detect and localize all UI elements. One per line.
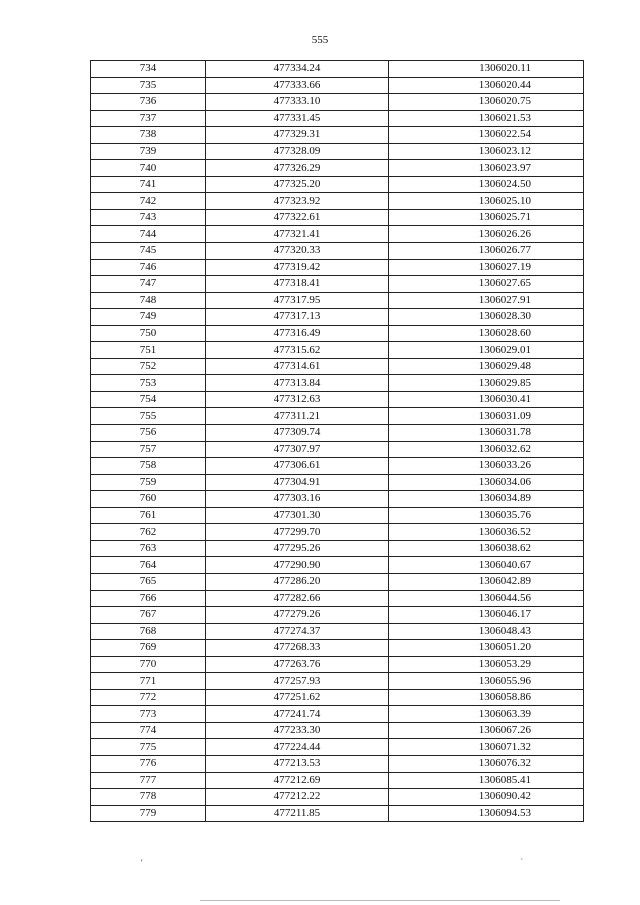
- y-coordinate-cell: 1306026.26: [389, 226, 584, 243]
- table-row: [91, 441, 584, 458]
- table-row: [91, 110, 584, 127]
- point-number-cell: 773: [91, 706, 206, 723]
- point-number-cell: 779: [91, 805, 206, 822]
- point-number-cell: 765: [91, 573, 206, 590]
- table-row: [91, 94, 584, 111]
- table-row: [91, 425, 584, 442]
- table-row: [91, 474, 584, 491]
- table-row: [91, 772, 584, 789]
- point-number-cell: 757: [91, 441, 206, 458]
- y-coordinate-cell: 1306063.39: [389, 706, 584, 723]
- y-coordinate-cell: 1306031.09: [389, 408, 584, 425]
- x-coordinate-cell: 477303.16: [206, 491, 389, 508]
- footer-mark-left: ‘: [140, 858, 144, 869]
- table-body: [91, 61, 584, 822]
- point-number-cell: 761: [91, 507, 206, 524]
- table-row: [91, 160, 584, 177]
- y-coordinate-cell: 1306090.42: [389, 789, 584, 806]
- table-row: [91, 789, 584, 806]
- table-row: [91, 491, 584, 508]
- y-coordinate-cell: 1306026.77: [389, 243, 584, 260]
- y-coordinate-cell: 1306028.60: [389, 325, 584, 342]
- point-number-cell: 753: [91, 375, 206, 392]
- x-coordinate-cell: 477325.20: [206, 176, 389, 193]
- point-number-cell: 755: [91, 408, 206, 425]
- y-coordinate-cell: 1306034.89: [389, 491, 584, 508]
- y-coordinate-cell: 1306032.62: [389, 441, 584, 458]
- x-coordinate-cell: 477282.66: [206, 590, 389, 607]
- point-number-cell: 767: [91, 607, 206, 624]
- y-coordinate-cell: 1306025.10: [389, 193, 584, 210]
- point-number-cell: 754: [91, 391, 206, 408]
- x-coordinate-cell: 477295.26: [206, 540, 389, 557]
- y-coordinate-cell: 1306085.41: [389, 772, 584, 789]
- x-coordinate-cell: 477290.90: [206, 557, 389, 574]
- y-coordinate-cell: 1306042.89: [389, 573, 584, 590]
- point-number-cell: 758: [91, 458, 206, 475]
- x-coordinate-cell: 477241.74: [206, 706, 389, 723]
- table-row: [91, 689, 584, 706]
- point-number-cell: 749: [91, 309, 206, 326]
- point-number-cell: 736: [91, 94, 206, 111]
- x-coordinate-cell: 477334.24: [206, 61, 389, 78]
- table-row: [91, 458, 584, 475]
- point-number-cell: 752: [91, 358, 206, 375]
- x-coordinate-cell: 477321.41: [206, 226, 389, 243]
- point-number-cell: 738: [91, 127, 206, 144]
- x-coordinate-cell: 477299.70: [206, 524, 389, 541]
- y-coordinate-cell: 1306027.91: [389, 292, 584, 309]
- x-coordinate-cell: 477333.10: [206, 94, 389, 111]
- y-coordinate-cell: 1306036.52: [389, 524, 584, 541]
- y-coordinate-cell: 1306035.76: [389, 507, 584, 524]
- y-coordinate-cell: 1306058.86: [389, 689, 584, 706]
- y-coordinate-cell: 1306020.44: [389, 77, 584, 94]
- y-coordinate-cell: 1306028.30: [389, 309, 584, 326]
- x-coordinate-cell: 477333.66: [206, 77, 389, 94]
- x-coordinate-cell: 477211.85: [206, 805, 389, 822]
- point-number-cell: 751: [91, 342, 206, 359]
- point-number-cell: 763: [91, 540, 206, 557]
- y-coordinate-cell: 1306023.12: [389, 143, 584, 160]
- table-row: [91, 375, 584, 392]
- table-row: [91, 573, 584, 590]
- table-row: [91, 143, 584, 160]
- y-coordinate-cell: 1306040.67: [389, 557, 584, 574]
- y-coordinate-cell: 1306033.26: [389, 458, 584, 475]
- table-row: [91, 722, 584, 739]
- x-coordinate-cell: 477286.20: [206, 573, 389, 590]
- table-row: [91, 755, 584, 772]
- y-coordinate-cell: 1306029.48: [389, 358, 584, 375]
- x-coordinate-cell: 477309.74: [206, 425, 389, 442]
- y-coordinate-cell: 1306048.43: [389, 623, 584, 640]
- point-number-cell: 769: [91, 640, 206, 657]
- table-row: [91, 706, 584, 723]
- x-coordinate-cell: 477319.42: [206, 259, 389, 276]
- table-row: [91, 540, 584, 557]
- x-coordinate-cell: 477306.61: [206, 458, 389, 475]
- table-row: [91, 259, 584, 276]
- bottom-rule: [200, 900, 560, 901]
- y-coordinate-cell: 1306046.17: [389, 607, 584, 624]
- y-coordinate-cell: 1306023.97: [389, 160, 584, 177]
- footer-mark-right: `: [520, 858, 524, 869]
- x-coordinate-cell: 477316.49: [206, 325, 389, 342]
- y-coordinate-cell: 1306067.26: [389, 722, 584, 739]
- y-coordinate-cell: 1306025.71: [389, 209, 584, 226]
- y-coordinate-cell: 1306030.41: [389, 391, 584, 408]
- point-number-cell: 739: [91, 143, 206, 160]
- point-number-cell: 740: [91, 160, 206, 177]
- table-row: [91, 607, 584, 624]
- table-row: [91, 193, 584, 210]
- x-coordinate-cell: 477224.44: [206, 739, 389, 756]
- table-row: [91, 739, 584, 756]
- y-coordinate-cell: 1306024.50: [389, 176, 584, 193]
- y-coordinate-cell: 1306071.32: [389, 739, 584, 756]
- table-row: [91, 507, 584, 524]
- point-number-cell: 741: [91, 176, 206, 193]
- point-number-cell: 759: [91, 474, 206, 491]
- point-number-cell: 734: [91, 61, 206, 78]
- point-number-cell: 747: [91, 276, 206, 293]
- table-row: [91, 77, 584, 94]
- table-row: [91, 656, 584, 673]
- page-number: 555: [311, 34, 329, 46]
- point-number-cell: 735: [91, 77, 206, 94]
- x-coordinate-cell: 477233.30: [206, 722, 389, 739]
- table-row: [91, 524, 584, 541]
- x-coordinate-cell: 477274.37: [206, 623, 389, 640]
- x-coordinate-cell: 477213.53: [206, 755, 389, 772]
- y-coordinate-cell: 1306034.06: [389, 474, 584, 491]
- x-coordinate-cell: 477268.33: [206, 640, 389, 657]
- point-number-cell: 760: [91, 491, 206, 508]
- x-coordinate-cell: 477263.76: [206, 656, 389, 673]
- point-number-cell: 756: [91, 425, 206, 442]
- table-row: [91, 805, 584, 822]
- point-number-cell: 771: [91, 673, 206, 690]
- x-coordinate-cell: 477326.29: [206, 160, 389, 177]
- table-row: [91, 358, 584, 375]
- x-coordinate-cell: 477314.61: [206, 358, 389, 375]
- y-coordinate-cell: 1306051.20: [389, 640, 584, 657]
- coordinates-table: [90, 60, 584, 822]
- point-number-cell: 737: [91, 110, 206, 127]
- table-row: [91, 309, 584, 326]
- x-coordinate-cell: 477328.09: [206, 143, 389, 160]
- point-number-cell: 766: [91, 590, 206, 607]
- point-number-cell: 778: [91, 789, 206, 806]
- x-coordinate-cell: 477251.62: [206, 689, 389, 706]
- x-coordinate-cell: 477318.41: [206, 276, 389, 293]
- table-row: [91, 276, 584, 293]
- y-coordinate-cell: 1306021.53: [389, 110, 584, 127]
- x-coordinate-cell: 477257.93: [206, 673, 389, 690]
- y-coordinate-cell: 1306027.65: [389, 276, 584, 293]
- x-coordinate-cell: 477212.69: [206, 772, 389, 789]
- y-coordinate-cell: 1306029.01: [389, 342, 584, 359]
- x-coordinate-cell: 477301.30: [206, 507, 389, 524]
- table-row: [91, 176, 584, 193]
- table-row: [91, 557, 584, 574]
- x-coordinate-cell: 477317.95: [206, 292, 389, 309]
- y-coordinate-cell: 1306029.85: [389, 375, 584, 392]
- point-number-cell: 770: [91, 656, 206, 673]
- table-row: [91, 209, 584, 226]
- table-row: [91, 127, 584, 144]
- point-number-cell: 772: [91, 689, 206, 706]
- y-coordinate-cell: 1306094.53: [389, 805, 584, 822]
- point-number-cell: 776: [91, 755, 206, 772]
- point-number-cell: 768: [91, 623, 206, 640]
- x-coordinate-cell: 477311.21: [206, 408, 389, 425]
- x-coordinate-cell: 477331.45: [206, 110, 389, 127]
- x-coordinate-cell: 477313.84: [206, 375, 389, 392]
- table-row: [91, 640, 584, 657]
- table-row: [91, 243, 584, 260]
- point-number-cell: 742: [91, 193, 206, 210]
- point-number-cell: 744: [91, 226, 206, 243]
- table-row: [91, 408, 584, 425]
- y-coordinate-cell: 1306031.78: [389, 425, 584, 442]
- table-row: [91, 673, 584, 690]
- table-row: [91, 623, 584, 640]
- point-number-cell: 748: [91, 292, 206, 309]
- y-coordinate-cell: 1306053.29: [389, 656, 584, 673]
- x-coordinate-cell: 477323.92: [206, 193, 389, 210]
- table-row: [91, 226, 584, 243]
- y-coordinate-cell: 1306020.11: [389, 61, 584, 78]
- x-coordinate-cell: 477212.22: [206, 789, 389, 806]
- x-coordinate-cell: 477307.97: [206, 441, 389, 458]
- point-number-cell: 777: [91, 772, 206, 789]
- y-coordinate-cell: 1306076.32: [389, 755, 584, 772]
- y-coordinate-cell: 1306055.96: [389, 673, 584, 690]
- point-number-cell: 745: [91, 243, 206, 260]
- table-row: [91, 342, 584, 359]
- y-coordinate-cell: 1306044.56: [389, 590, 584, 607]
- point-number-cell: 743: [91, 209, 206, 226]
- x-coordinate-cell: 477322.61: [206, 209, 389, 226]
- point-number-cell: 774: [91, 722, 206, 739]
- table-row: [91, 391, 584, 408]
- point-number-cell: 775: [91, 739, 206, 756]
- x-coordinate-cell: 477312.63: [206, 391, 389, 408]
- y-coordinate-cell: 1306022.54: [389, 127, 584, 144]
- x-coordinate-cell: 477329.31: [206, 127, 389, 144]
- y-coordinate-cell: 1306027.19: [389, 259, 584, 276]
- point-number-cell: 750: [91, 325, 206, 342]
- point-number-cell: 762: [91, 524, 206, 541]
- y-coordinate-cell: 1306020.75: [389, 94, 584, 111]
- point-number-cell: 746: [91, 259, 206, 276]
- x-coordinate-cell: 477317.13: [206, 309, 389, 326]
- x-coordinate-cell: 477304.91: [206, 474, 389, 491]
- table-row: [91, 61, 584, 78]
- x-coordinate-cell: 477315.62: [206, 342, 389, 359]
- point-number-cell: 764: [91, 557, 206, 574]
- table-row: [91, 590, 584, 607]
- y-coordinate-cell: 1306038.62: [389, 540, 584, 557]
- table-row: [91, 325, 584, 342]
- table-row: [91, 292, 584, 309]
- x-coordinate-cell: 477279.26: [206, 607, 389, 624]
- x-coordinate-cell: 477320.33: [206, 243, 389, 260]
